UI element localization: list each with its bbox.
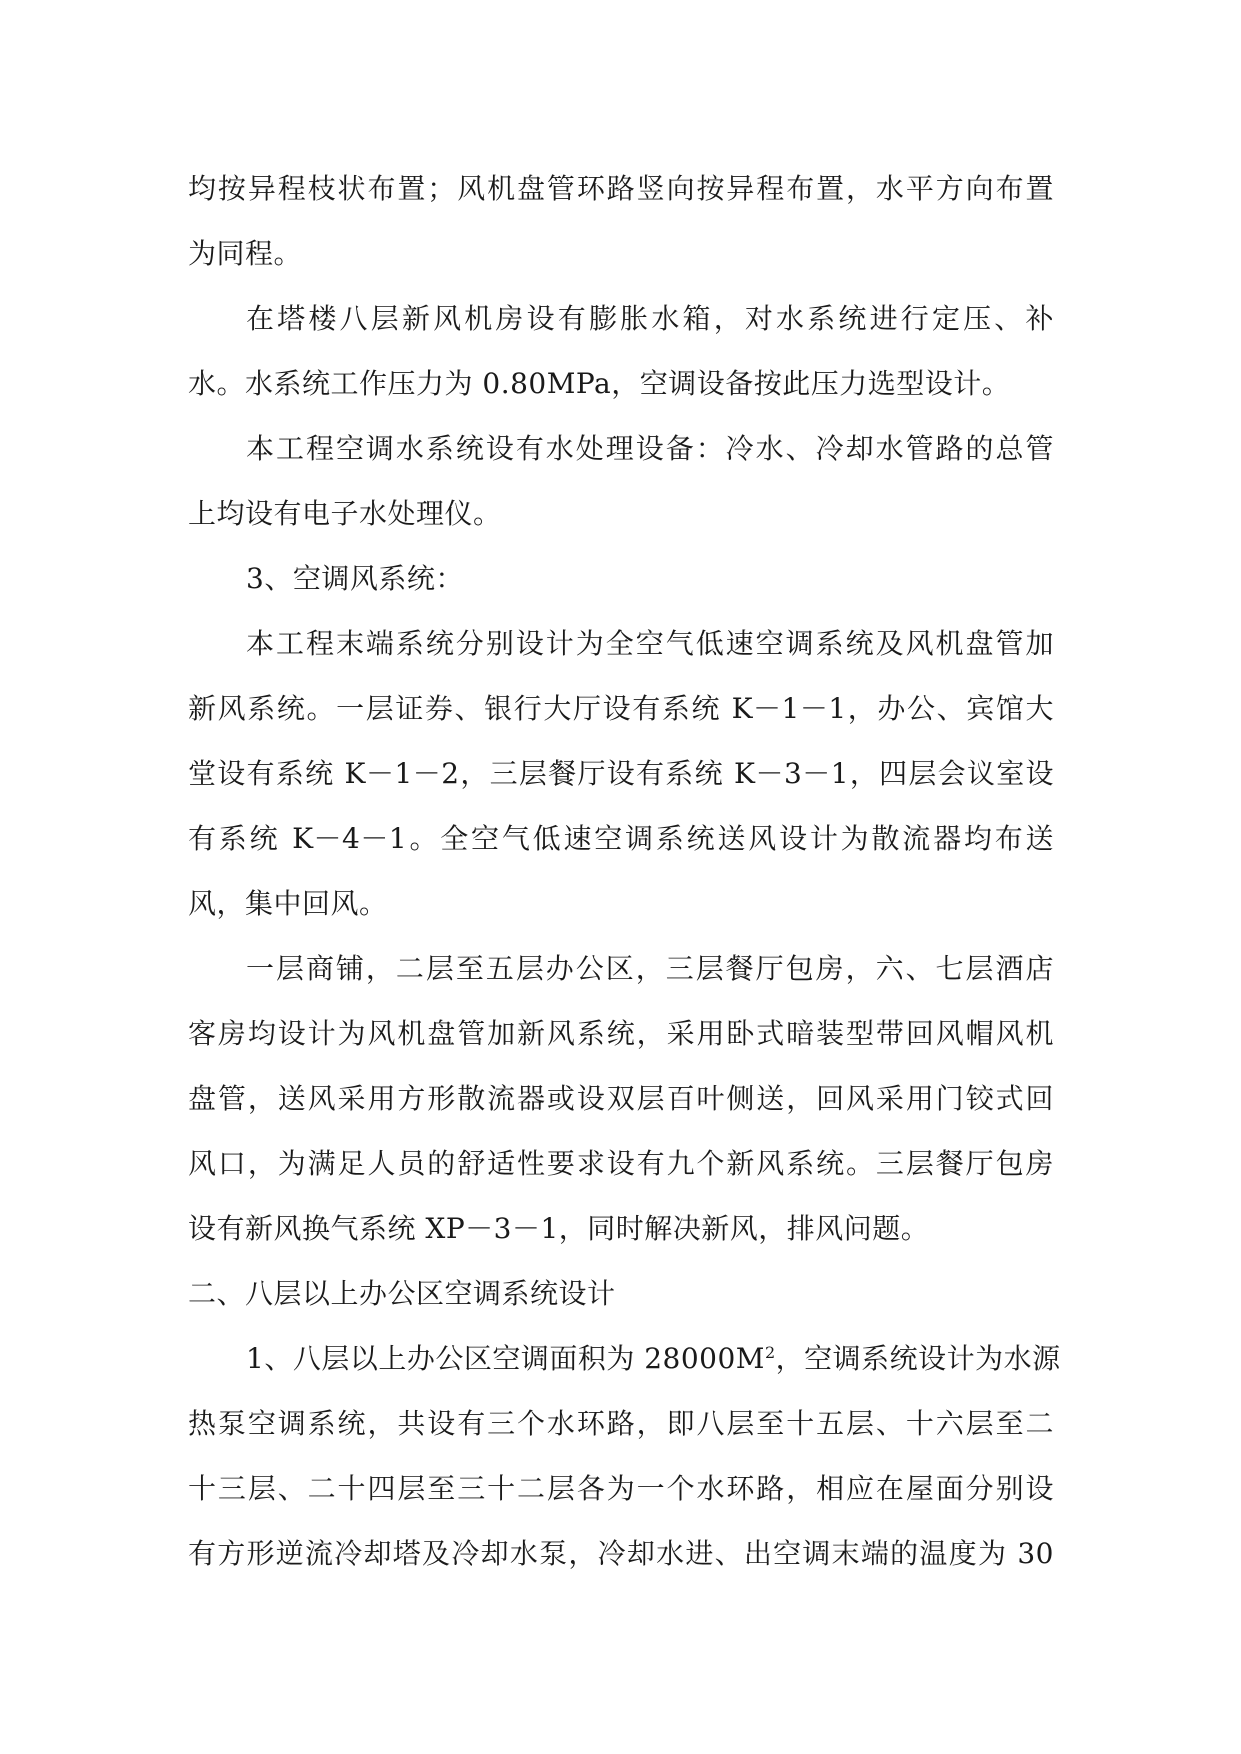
text-line: 有系统 K－4－1。全空气低速空调系统送风设计为散流器均布送: [188, 822, 1054, 855]
superscript: 2: [764, 1343, 776, 1362]
text-line: 为同程。: [188, 237, 303, 270]
text-line: 盘管，送风采用方形散流器或设双层百叶侧送，回风采用门铰式回: [188, 1082, 1054, 1115]
text-segment: ，空调系统设计为水源: [775, 1342, 1061, 1375]
body-text: [188, 156, 1061, 1586]
text-line: 风口，为满足人员的舒适性要求设有九个新风系统。三层餐厅包房: [188, 1147, 1054, 1180]
text-segment: 1、八层以上办公区空调面积为 28000M: [246, 1342, 765, 1375]
text-line: 在塔楼八层新风机房设有膨胀水箱，对水系统进行定压、补: [246, 302, 1054, 335]
text-line: 客房均设计为风机盘管加新风系统，采用卧式暗装型带回风帽风机: [188, 1017, 1054, 1050]
text-line: 本工程空调水系统设有水处理设备：冷水、冷却水管路的总管: [246, 432, 1054, 465]
text-line: 设有新风换气系统 XP－3－1，同时解决新风，排风问题。: [188, 1212, 930, 1245]
text-line: 十三层、二十四层至三十二层各为一个水环路，相应在屋面分别设: [188, 1472, 1054, 1505]
text-line: 有方形逆流冷却塔及冷却水泵，冷却水进、出空调末端的温度为 30: [188, 1537, 1054, 1570]
text-line: 均按异程枝状布置；风机盘管环路竖向按异程布置，水平方向布置: [188, 172, 1054, 205]
text-line: 水。水系统工作压力为 0.80MPa，空调设备按此压力选型设计。: [188, 367, 1011, 400]
text-line: 一层商铺，二层至五层办公区，三层餐厅包房，六、七层酒店: [246, 952, 1054, 985]
text-line: 热泵空调系统，共设有三个水环路，即八层至十五层、十六层至二: [188, 1407, 1054, 1440]
text-line: 堂设有系统 K－1－2，三层餐厅设有系统 K－3－1，四层会议室设: [188, 757, 1054, 790]
text-line: 上均设有电子水处理仪。: [188, 497, 502, 530]
text-line: 风，集中回风。: [188, 887, 388, 920]
section-heading: 二、八层以上办公区空调系统设计: [188, 1277, 616, 1310]
section-heading: 3、空调风系统：: [246, 562, 464, 595]
text-line: 新风系统。一层证券、银行大厅设有系统 K－1－1，办公、宾馆大: [188, 692, 1054, 725]
text-line: 本工程末端系统分别设计为全空气低速空调系统及风机盘管加: [246, 627, 1054, 660]
text-line: [188, 1326, 1061, 1391]
